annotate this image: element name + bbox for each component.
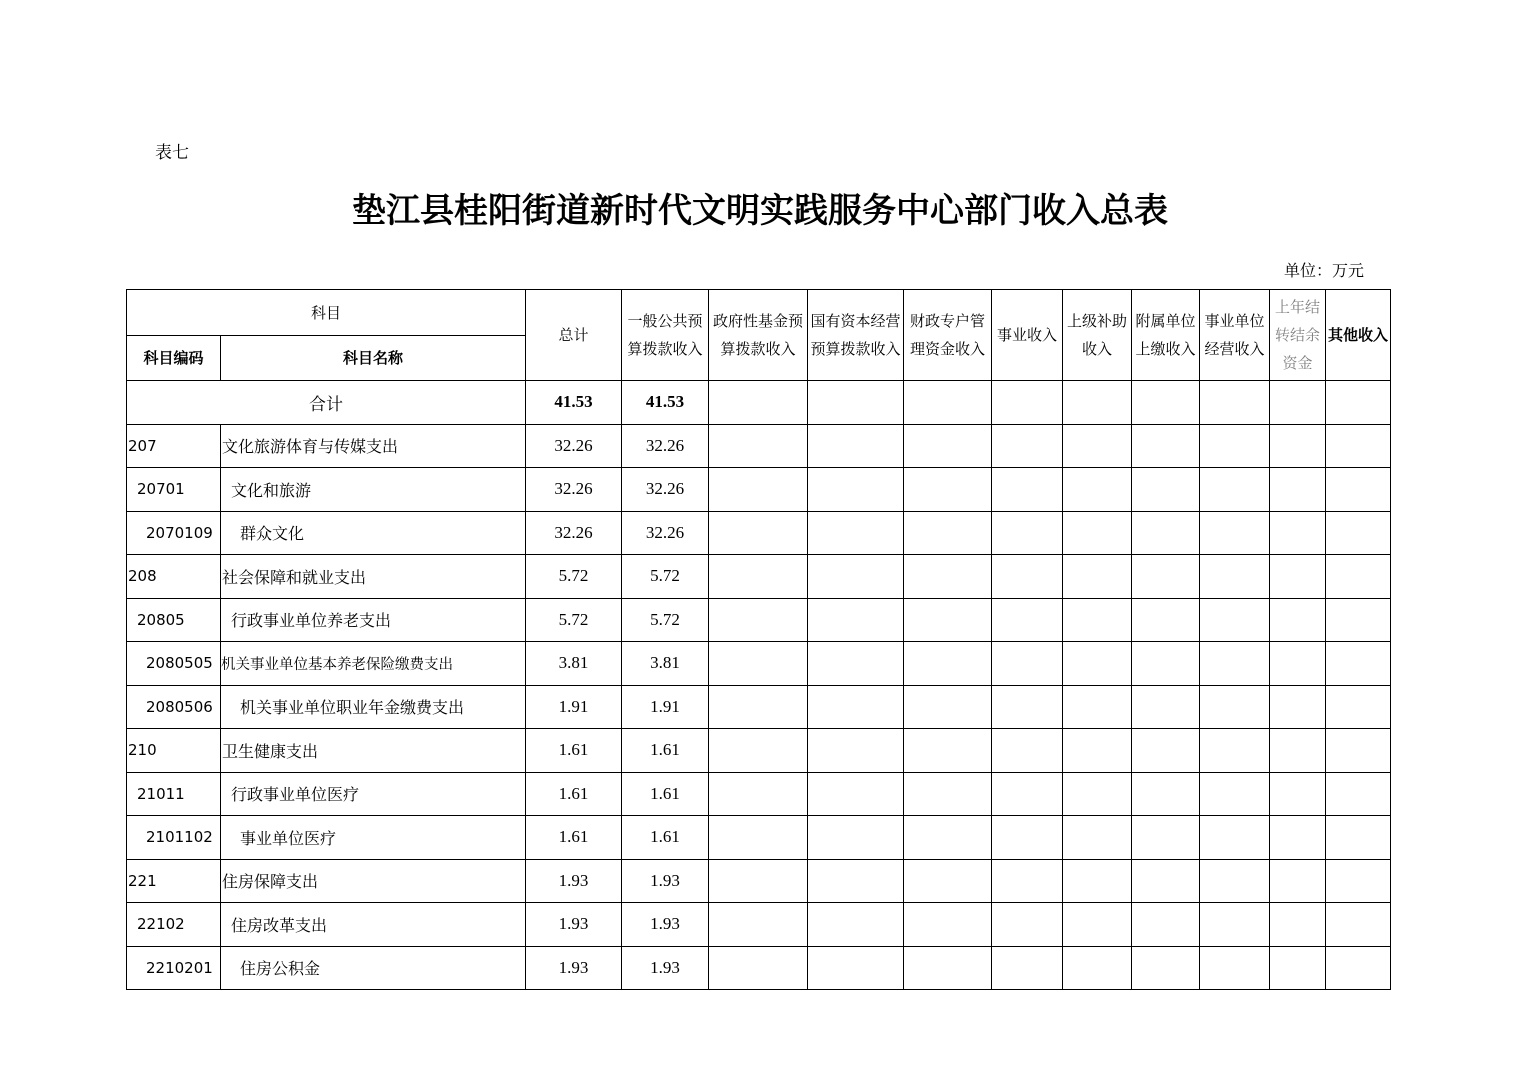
header-col-fund: 政府性基金预算拨款收入 — [709, 290, 808, 381]
row-general: 1.93 — [622, 903, 709, 947]
header-col-business: 事业收入 — [992, 290, 1063, 381]
page-title: 垫江县桂阳街道新时代文明实践服务中心部门收入总表 — [352, 191, 1168, 231]
row-name: 文化和旅游 — [221, 468, 526, 512]
row-general: 3.81 — [622, 642, 709, 686]
row-general: 1.91 — [622, 685, 709, 729]
income-table — [126, 289, 1391, 990]
row-total: 1.93 — [526, 946, 622, 990]
table-row — [127, 424, 1391, 468]
row-general: 1.93 — [622, 859, 709, 903]
total-value: 41.53 — [526, 381, 622, 425]
table-row — [127, 468, 1391, 512]
row-name: 住房公积金 — [221, 946, 526, 990]
row-code: 20805 — [127, 598, 221, 642]
table-row — [127, 642, 1391, 686]
row-general: 1.61 — [622, 729, 709, 773]
row-code: 20701 — [127, 468, 221, 512]
header-col-other: 其他收入 — [1326, 290, 1391, 381]
table-row — [127, 859, 1391, 903]
row-total: 1.93 — [526, 859, 622, 903]
row-general: 32.26 — [622, 424, 709, 468]
row-name: 住房保障支出 — [221, 859, 526, 903]
row-total: 1.61 — [526, 816, 622, 860]
header-col-operating: 事业单位经营收入 — [1200, 290, 1270, 381]
table-row — [127, 598, 1391, 642]
row-code: 208 — [127, 555, 221, 599]
row-total: 5.72 — [526, 555, 622, 599]
row-code: 2080506 — [127, 685, 221, 729]
row-total: 1.93 — [526, 903, 622, 947]
table-row — [127, 729, 1391, 773]
row-general: 32.26 — [622, 511, 709, 555]
header-col-carryover: 上年结转结余资金 — [1270, 290, 1326, 381]
header-subject: 科目 — [127, 290, 526, 336]
table-row — [127, 685, 1391, 729]
row-code: 2070109 — [127, 511, 221, 555]
table-row — [127, 903, 1391, 947]
row-general: 5.72 — [622, 555, 709, 599]
row-general: 1.61 — [622, 772, 709, 816]
header-col-total: 总计 — [526, 290, 622, 381]
row-total: 32.26 — [526, 511, 622, 555]
row-code: 2101102 — [127, 816, 221, 860]
row-name: 文化旅游体育与传媒支出 — [221, 424, 526, 468]
row-general: 1.93 — [622, 946, 709, 990]
row-name: 行政事业单位医疗 — [221, 772, 526, 816]
table-row — [127, 946, 1391, 990]
header-col-superior-subsidy: 上级补助收入 — [1063, 290, 1132, 381]
row-code: 207 — [127, 424, 221, 468]
header-col-special-account: 财政专户管理资金收入 — [904, 290, 992, 381]
row-general: 32.26 — [622, 468, 709, 512]
row-name: 社会保障和就业支出 — [221, 555, 526, 599]
row-total: 1.91 — [526, 685, 622, 729]
row-code: 2080505 — [127, 642, 221, 686]
row-total: 3.81 — [526, 642, 622, 686]
row-name: 行政事业单位养老支出 — [221, 598, 526, 642]
total-row — [127, 381, 1391, 425]
header-col-state-capital: 国有资本经营预算拨款收入 — [808, 290, 904, 381]
row-name: 卫生健康支出 — [221, 729, 526, 773]
header-name: 科目名称 — [221, 336, 526, 381]
table-number: 表七 — [155, 143, 189, 163]
row-total: 5.72 — [526, 598, 622, 642]
row-name: 群众文化 — [221, 511, 526, 555]
row-name: 机关事业单位职业年金缴费支出 — [221, 685, 526, 729]
unit-label: 单位：万元 — [1284, 261, 1365, 280]
row-code: 21011 — [127, 772, 221, 816]
header-col-subordinate: 附属单位上缴收入 — [1132, 290, 1200, 381]
row-code: 2210201 — [127, 946, 221, 990]
row-name: 机关事业单位基本养老保险缴费支出 — [221, 642, 526, 686]
table-row — [127, 511, 1391, 555]
row-code: 22102 — [127, 903, 221, 947]
row-total: 32.26 — [526, 468, 622, 512]
row-total: 1.61 — [526, 729, 622, 773]
table-row — [127, 772, 1391, 816]
total-general: 41.53 — [622, 381, 709, 425]
row-total: 1.61 — [526, 772, 622, 816]
row-total: 32.26 — [526, 424, 622, 468]
row-name: 事业单位医疗 — [221, 816, 526, 860]
table-row — [127, 555, 1391, 599]
header-col-general: 一般公共预算拨款收入 — [622, 290, 709, 381]
row-general: 1.61 — [622, 816, 709, 860]
table-row — [127, 816, 1391, 860]
total-label: 合计 — [127, 381, 526, 425]
header-code: 科目编码 — [127, 336, 221, 381]
row-name: 住房改革支出 — [221, 903, 526, 947]
row-code: 221 — [127, 859, 221, 903]
row-code: 210 — [127, 729, 221, 773]
row-general: 5.72 — [622, 598, 709, 642]
